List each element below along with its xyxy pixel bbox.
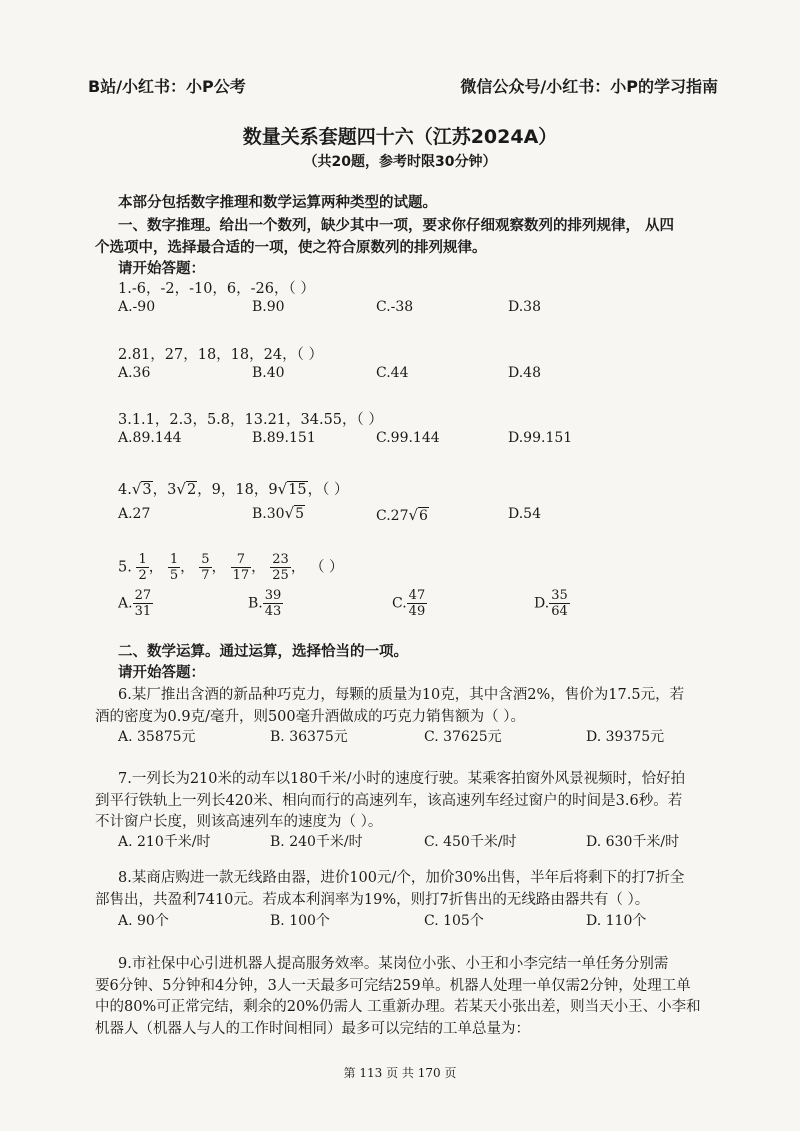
q9-line1: 9.市社保中心引进机器人提高服务效率。某岗位小张、小王和小李完结一单任务分别需	[118, 956, 669, 972]
q9-line2: 要6分钟、5分钟和4分钟，3人一天最多可完结259单。机器人处理一单仅需2分钟，处理工单	[95, 978, 691, 994]
q4-option-b: B.30√5	[252, 504, 305, 522]
q7-line3: 不计窗户长度，则该高速列车的速度为（ ）。	[95, 814, 383, 830]
q5-fraction: $\frac{23}{25}$	[272, 552, 289, 583]
section1-start: 请开始答题：	[118, 261, 205, 277]
q4-radicand-1: 3	[142, 482, 152, 498]
q1-option-a: A.-90	[118, 299, 156, 315]
q7-option-c: C. 450千米/时	[424, 834, 517, 850]
q9-line3: 中的80%可正常完结，剩余的20%仍需人 工重新办理。若某天小张出差，则当天小王、小李和	[95, 999, 701, 1015]
q7-option-d: D. 630千米/时	[586, 834, 680, 850]
header-left: B站/小红书：小P公考	[88, 77, 246, 96]
q5-option-a: A. $\frac{27}{31}$	[118, 588, 152, 619]
q6-option-b: B. 36375元	[270, 729, 348, 745]
q1-option-d: D.38	[508, 299, 541, 315]
q4-option-d: D.54	[508, 506, 541, 522]
q4-radicand-2: 2	[186, 482, 197, 498]
q5-stem: 5. $\frac{1}{2}$ ， $\frac{1}{5}$ ， $\frac{5}{7}$ ， $\frac{7}{17}$ ， $\frac{23}{25}$ ， （ ）	[118, 552, 344, 583]
q2-option-d: D.48	[508, 365, 541, 381]
q1-option-b: B.90	[252, 299, 285, 315]
q5-option-b: B. $\frac{39}{43}$	[248, 588, 282, 619]
section1-line2: 个选项中，选择最合适的一项，使之符合原数列的排列规律。	[95, 240, 487, 256]
q8-option-b: B. 100个	[270, 913, 330, 929]
q2-option-b: B.40	[252, 365, 285, 381]
q4-option-a: A.27	[118, 506, 151, 522]
q7-option-b: B. 240千米/时	[270, 834, 363, 850]
q3-stem: 3.1.1，2.3，5.8，13.21，34.55，（ ）	[118, 412, 383, 428]
q4-option-c: C.27√6	[376, 506, 428, 524]
q1-stem: 1.-6，-2，-10，6，-26，（ ）	[118, 281, 315, 297]
q6-option-a: A. 35875元	[118, 729, 196, 745]
q6-line1: 6.某厂推出含酒的新品种巧克力，每颗的质量为10克，其中含酒2%，售价为17.5元，若	[118, 687, 685, 703]
q5-option-c: C. $\frac{47}{49}$	[392, 588, 426, 619]
section1-line1: 一、数字推理。给出一个数列，缺少其中一项，要求你仔细观察数列的排列规律， 从四	[118, 218, 675, 234]
q6-option-c: C. 37625元	[424, 729, 502, 745]
section2-line1: 二、数学运算。通过运算，选择恰当的一项。	[118, 644, 408, 660]
page-number: 第 113 页 共 170 页	[343, 1066, 457, 1080]
page-title: 数量关系套题四十六（江苏2024A）	[242, 126, 558, 148]
q4-radicand-3: 15	[288, 482, 307, 498]
q7-line2: 到平行铁轨上一列长420米、相向而行的高速列车，该高速列车经过窗户的时间是3.6秒。若	[95, 793, 683, 809]
q7-line1: 7.一列长为210米的动车以180千米/小时的速度行驶。某乘客拍窗外风景视频时，恰好拍	[118, 771, 686, 787]
q5-fraction: $\frac{1}{5}$	[169, 552, 179, 583]
q8-option-a: A. 90个	[118, 913, 169, 929]
q4-stem: 4.√3，3√2，9，18，9√15，（ ）	[118, 480, 349, 498]
q3-option-a: A.89.144	[118, 430, 182, 446]
q8-line2: 部售出，共盈利7410元。若成本利润率为19%，则打7折售出的无线路由器共有（ ）。	[95, 892, 650, 908]
header-right: 微信公众号/小红书：小P的学习指南	[460, 77, 718, 96]
q6-line2: 酒的密度为0.9克/毫升，则500毫升酒做成的巧克力销售额为（ ）。	[95, 709, 525, 725]
q5-option-d: D. $\frac{35}{64}$	[534, 588, 568, 619]
q2-option-a: A.36	[118, 365, 151, 381]
section2-start: 请开始答题：	[118, 665, 205, 681]
q8-option-c: C. 105个	[424, 913, 484, 929]
q1-option-c: C.-38	[376, 299, 414, 315]
q8-option-d: D. 110个	[586, 913, 647, 929]
q3-option-d: D.99.151	[508, 430, 573, 446]
q9-line4: 机器人（机器人与人的工作时间相同）最多可以完结的工单总量为：	[95, 1021, 530, 1037]
q5-fraction: $\frac{7}{17}$	[232, 552, 250, 583]
q2-option-c: C.44	[376, 365, 409, 381]
q3-option-c: C.99.144	[376, 430, 440, 446]
q8-line1: 8.某商店购进一款无线路由器，进价100元/个，加价30%出售，半年后将剩下的打7折全	[118, 870, 685, 886]
page-subtitle: （共20题，参考时限30分钟）	[303, 154, 497, 170]
q7-option-a: A. 210千米/时	[118, 834, 211, 850]
q3-option-b: B.89.151	[252, 430, 316, 446]
q5-fraction: $\frac{5}{7}$	[201, 552, 210, 583]
q5-fraction: $\frac{1}{2}$	[138, 552, 147, 583]
q6-option-d: D. 39375元	[586, 729, 665, 745]
q2-stem: 2.81，27，18，18，24，（ ）	[118, 347, 323, 363]
intro-text: 本部分包括数字推理和数学运算两种类型的试题。	[118, 195, 437, 211]
